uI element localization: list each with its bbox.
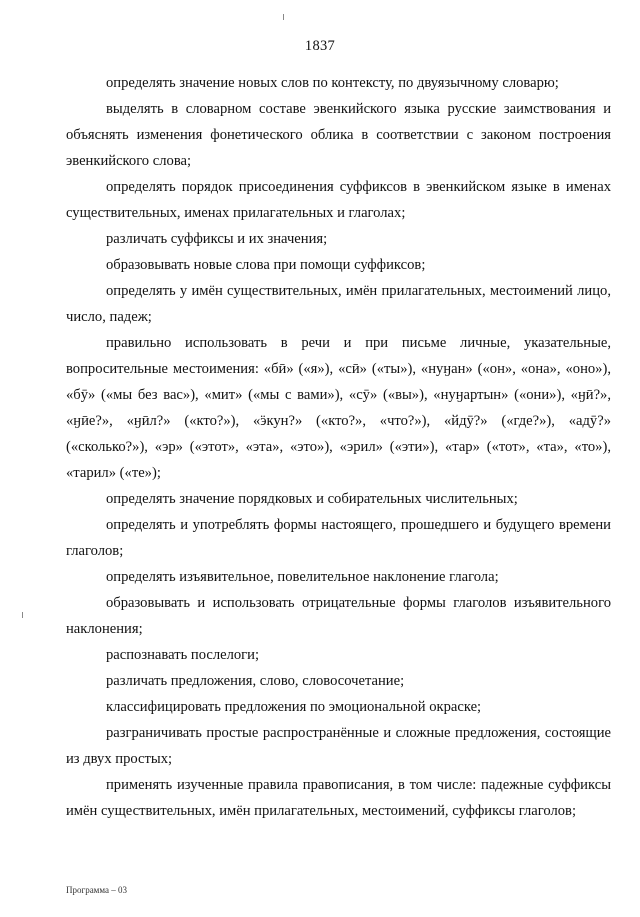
paragraph: применять изученные правила правописания, в том числе: падежные суффиксы имён существительных, имён прилагательных, местоимений, суффиксы глаголов;	[66, 777, 611, 819]
body-text	[66, 70, 611, 824]
paragraph: классифицировать предложения по эмоциональной окраске;	[106, 699, 482, 715]
paragraph: различать предложения, слово, словосочетание;	[106, 673, 405, 689]
paragraph: выделять в словарном составе эвенкийского языка русские заимствования и объяснять изменения фонетического облика в соответствии с законом построения эвенкийского слова;	[66, 101, 611, 169]
scan-mark	[283, 14, 284, 20]
paragraph: определять изъявительное, повелительное наклонение глагола;	[106, 569, 499, 585]
paragraph: определять порядок присоединения суффиксов в эвенкийском языке в именах существительных, именах прилагательных и глаголах;	[66, 179, 611, 221]
paragraph: определять и употреблять формы настоящего, прошедшего и будущего времени глаголов;	[66, 517, 611, 559]
footer-label: Программа – 03	[66, 885, 128, 895]
scan-mark	[22, 612, 23, 618]
paragraph: различать суффиксы и их значения;	[106, 231, 328, 247]
paragraph: определять значение порядковых и собирательных числительных;	[106, 491, 518, 507]
paragraph: определять у имён существительных, имён прилагательных, местоимений лицо, число, падеж;	[66, 283, 611, 325]
paragraph: разграничивать простые распространённые и сложные предложения, состоящие из двух простых;	[66, 725, 611, 767]
paragraph: образовывать и использовать отрицательные формы глаголов изъявительного наклонения;	[66, 595, 611, 637]
paragraph: определять значение новых слов по контексту, по двуязычному словарю;	[106, 75, 559, 91]
paragraph: правильно использовать в речи и при письме личные, указательные, вопросительные местоимения: «бӣ» («я»), «сӣ» («ты»), «нуӈан» («он», «она», «оно»), «бӯ» («мы без вас»), «мит» («мы с вами»), «сӯ» («вы»), «нуӈартын» («они»), «ӈӣ?», «ӈӣе?», «ӈӣл?» («кто?»), «ӭкун?» («кто?», «что?»), «йдӯ?» («где?»), «адӯ?» («сколько?»), «эр» («этот», «эта», «это»), «эрил» («эти»), «тар» («тот», «та», «то»), «тарил» («те»);	[66, 335, 611, 481]
paragraph: распознавать послелоги;	[106, 647, 260, 663]
page-number: 1837	[304, 38, 336, 54]
paragraph: образовывать новые слова при помощи суффиксов;	[106, 257, 426, 273]
